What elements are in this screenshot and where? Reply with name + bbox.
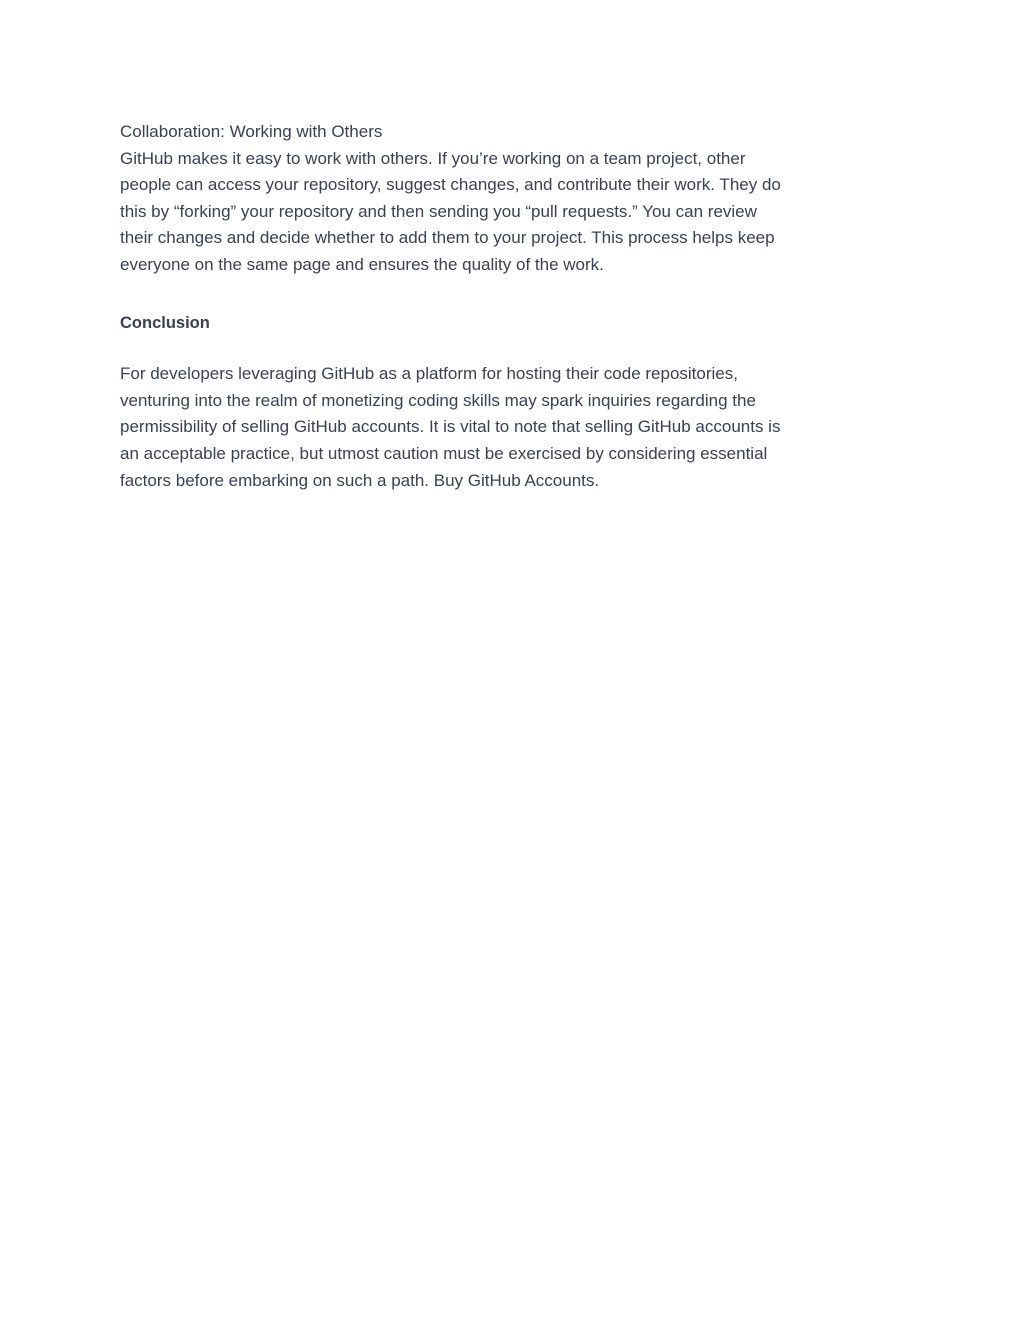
paragraph-line: venturing into the realm of monetizing coding skills may spark inquiries regarding the — [120, 390, 756, 410]
conclusion-section — [120, 361, 920, 494]
paragraph-line: people can access your repository, suggest changes, and contribute their work. They do — [120, 175, 781, 195]
paragraph-line: For developers leveraging GitHub as a platform for hosting their code repositories, — [120, 364, 738, 384]
conclusion-heading: Conclusion — [120, 313, 210, 332]
paragraph-line: an acceptable practice, but utmost caution must be exercised by considering essential — [120, 443, 768, 463]
collaboration-section-title: Collaboration: Working with Others — [120, 122, 383, 141]
collaboration-section — [120, 119, 920, 279]
document-content — [120, 119, 920, 494]
paragraph-line: factors before embarking on such a path. Buy GitHub Accounts. — [120, 470, 600, 490]
paragraph-line: GitHub makes it easy to work with others. If you’re working on a team project, other — [120, 148, 746, 168]
paragraph-line: their changes and decide whether to add them to your project. This process helps keep — [120, 228, 775, 248]
paragraph-line: this by “forking” your repository and then sending you “pull requests.” You can review — [120, 201, 757, 221]
paragraph-line: everyone on the same page and ensures the quality of the work. — [120, 254, 604, 274]
paragraph-line: permissibility of selling GitHub accounts. It is vital to note that selling GitHub accounts is — [120, 417, 781, 437]
